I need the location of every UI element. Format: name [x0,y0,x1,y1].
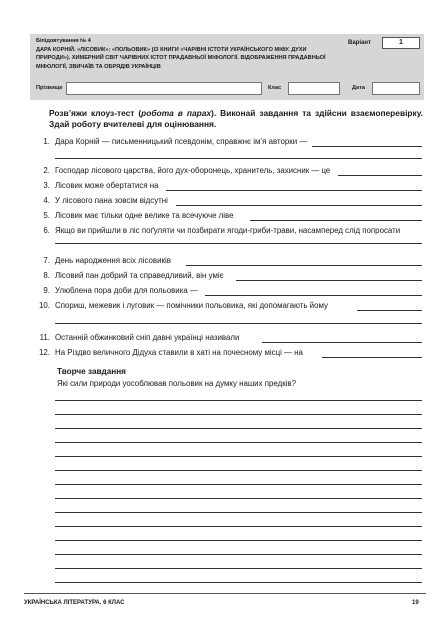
question-3: 3. Лісовик може обертатися на [43,181,159,190]
creative-answer-line[interactable] [55,484,422,485]
answer-line[interactable] [236,280,422,281]
instructions-part2: ). Виконай завдання та здійсни взаємоперевірку. Здай роботу вчителеві для оцінювання. [49,108,423,129]
question-text: На Різдво величного Дідуха ставили в хаті на почесному місці — на [55,348,303,357]
question-text: Дара Корній — письменницький псевдонім, справжнє ім’я авторки — [55,137,308,146]
class-label: Клас [268,85,282,91]
creative-answer-line[interactable] [55,512,422,513]
question-text: У лісового пана зовсім відсутні [55,196,168,205]
creative-answer-line[interactable] [55,498,422,499]
header-panel [30,34,424,100]
creative-answer-line[interactable] [55,414,422,415]
creative-answer-line[interactable] [55,456,422,457]
question-5: 5. Лісовик має тільки одне велике та всечуюче ліве [43,211,234,220]
question-10: 10. Спориш, межевик і луговик — помічники польовика, які допомагають йому [39,301,328,310]
question-text: Лісовий пан добрий та справедливий, він уміє [55,271,224,280]
question-text: Якщо ви прийшли в ліс поґуляти чи позбирати ягоди-гриби-трави, насамперед слід попросати [55,226,401,235]
surname-field[interactable] [66,82,262,95]
question-text: Останній обжинковий сніп давні українці називали [55,333,240,342]
question-4: 4. У лісового пана зовсім відсутні [43,196,168,205]
answer-line[interactable] [322,357,422,358]
question-text: Лісовик має тільки одне велике та всечуюче ліве [55,211,234,220]
question-text: Господар лісового царства, його дух-оборонець, хранитель, захисник — це [55,166,331,175]
task-instructions [49,108,423,130]
creative-answer-line[interactable] [55,582,422,583]
footer-subject: УКРАЇНСЬКА ЛІТЕРАТУРА. 6 КЛАС [24,600,125,606]
creative-answer-line[interactable] [55,568,422,569]
answer-line[interactable] [176,205,422,206]
answer-line[interactable] [166,190,422,191]
creative-answer-line[interactable] [55,554,422,555]
answer-line[interactable] [357,310,422,311]
creative-answer-line[interactable] [55,540,422,541]
answer-line[interactable] [186,265,422,266]
answer-line[interactable] [55,243,422,244]
footer-divider [24,593,426,594]
creative-answer-line[interactable] [55,442,422,443]
student-info-row [30,82,424,96]
header-title: ДАРА КОРНІЙ. «ЛІСОВИК»; «ПОЛЬОВИК» (ІЗ КНИГИ «ЧАРІВНІ ІСТОТИ УКРАЇНСЬКОГО МІФУ. ДУХИ ПРИРОДИ»). ХИМЕРНИЙ СВІТ ЧАРІВНИХ ІСТОТ ПРАДАВНЬОЇ МІФОЛОГІЇ. ВІДОБРАЖЕННЯ ПРАДАВНЬОЇ МІФОЛОГІЇ, ЗВИЧАЇВ ТА ОБРЯДІВ УКРАЇНЦІВ [36,47,326,70]
question-text: Улюблена пора доби для польовика — [55,286,198,295]
question-6: 6. Якщо ви прийшли в ліс поґуляти чи позбирати ягоди-гриби-трави, насамперед слід попросати [43,226,401,235]
variant-field[interactable]: 1 [382,37,420,49]
instructions-italic: робота в парах [141,108,212,118]
creative-answer-line[interactable] [55,470,422,471]
answer-line[interactable] [250,220,422,221]
creative-answer-line[interactable] [55,400,422,401]
question-11: 11. Останній обжинковий сніп давні українці називали [39,333,240,342]
creative-answer-line[interactable] [55,428,422,429]
answer-line[interactable] [262,342,422,343]
instructions-part1: Розв’яжи клоуз-тест ( [49,108,142,118]
answer-line[interactable] [205,295,422,296]
creative-task-title: Творче завдання [57,367,126,376]
question-text: Спориш, межевик і луговик — помічники польовика, які допомагають йому [55,301,328,310]
surname-label: Прізвище [36,85,63,91]
question-8: 8. Лісовий пан добрий та справедливий, він уміє [43,271,224,280]
answer-line[interactable] [55,158,422,159]
variant-label: Варіант [348,40,371,46]
date-label: Дата [352,85,365,91]
question-2: 2. Господар лісового царства, його дух-оборонець, хранитель, захисник — це [43,166,331,175]
page-number: 19 [412,600,419,606]
answer-line[interactable] [55,323,422,324]
date-field[interactable] [372,82,420,95]
question-1: 1. Дара Корній — письменницький псевдонім, справжнє ім’я авторки — [43,137,308,146]
question-text: Лісовик може обертатися на [55,181,159,190]
question-9: 9. Улюблена пора доби для польовика — [43,286,198,295]
answer-line[interactable] [338,175,422,176]
question-text: День народження всіх лісовиків [55,256,171,265]
header-subtitle: Біпідовтування № 4 [36,38,91,44]
question-12: 12. На Різдво величного Дідуха ставили в хаті на почесному місці — на [39,348,303,357]
question-7: 7. День народження всіх лісовиків [43,256,171,265]
answer-line[interactable] [312,146,422,147]
creative-answer-line[interactable] [55,526,422,527]
creative-task-question: Які сили природи уособлював польовик на думку наших предків? [57,379,296,388]
class-field[interactable] [288,82,340,95]
